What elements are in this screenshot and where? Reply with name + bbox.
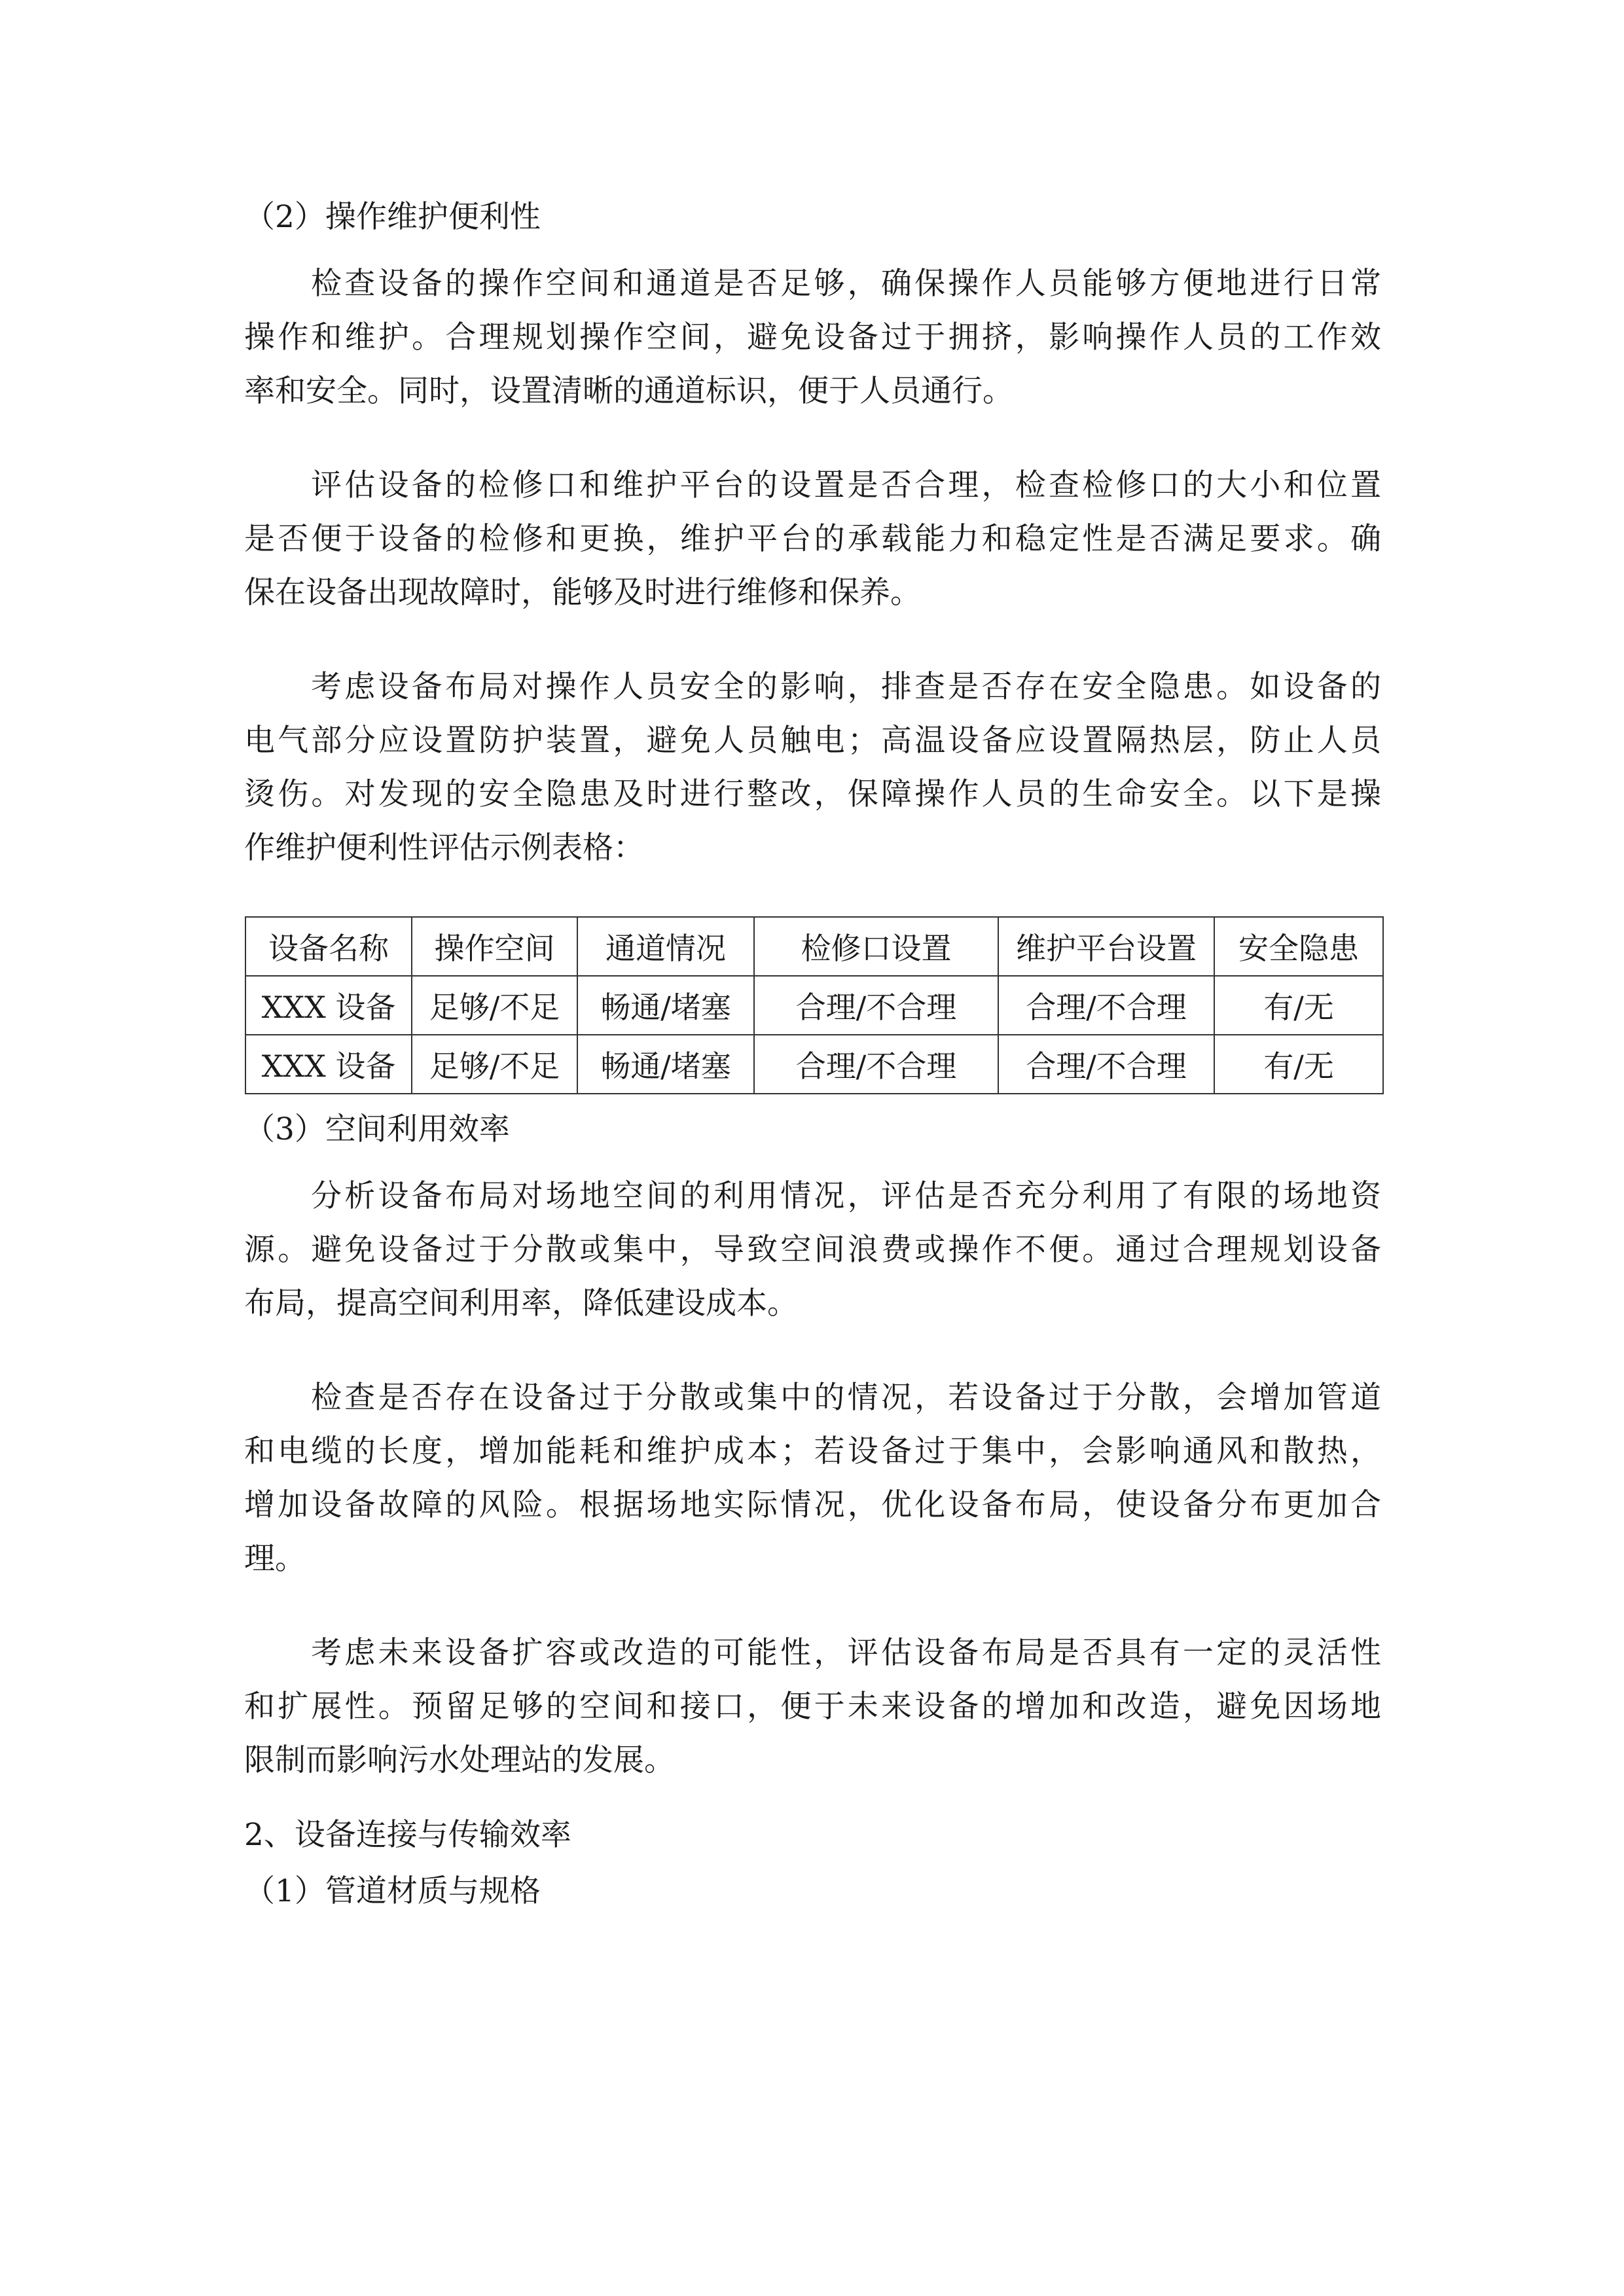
table-header-cell: 安全隐患: [1214, 917, 1383, 976]
paragraph-line: 电气部分应设置防护装置，避免人员触电；高温设备应设置隔热层，防止人员: [244, 723, 1381, 759]
paragraph-line: 烫伤。对发现的安全隐患及时进行整改，保障操作人员的生命安全。以下是操: [244, 776, 1381, 812]
paragraph-line: 是否便于设备的检修和更换，维护平台的承载能力和稳定性是否满足要求。确: [244, 521, 1381, 557]
table-header-cell: 设备名称: [245, 917, 412, 976]
paragraph-line: 限制而影响污水处理站的发展。: [244, 1742, 675, 1778]
table-row: [245, 1035, 1383, 1094]
table-cell: 合理/不合理: [998, 1035, 1214, 1094]
paragraph-line: 率和安全。同时，设置清晰的通道标识，便于人员通行。: [244, 373, 1013, 409]
paragraph-line: 分析设备布局对场地空间的利用情况，评估是否充分利用了有限的场地资: [311, 1178, 1381, 1214]
paragraph-line: 源。避免设备过于分散或集中，导致空间浪费或操作不便。通过合理规划设备: [244, 1232, 1381, 1268]
table-cell: 有/无: [1214, 976, 1383, 1035]
table-header-cell: 操作空间: [412, 917, 577, 976]
table-cell: 畅通/堵塞: [577, 1035, 754, 1094]
paragraph-line: 保在设备出现故障时，能够及时进行维修和保养。: [244, 575, 921, 611]
table-cell: XXX 设备: [245, 976, 412, 1035]
paragraph-line: 布局，提高空间利用率，降低建设成本。: [244, 1285, 798, 1321]
heading-space-utilization: （3）空间利用效率: [244, 1111, 510, 1147]
table-header-cell: 维护平台设置: [998, 917, 1214, 976]
paragraph-line: 增加设备故障的风险。根据场地实际情况，优化设备布局，使设备分布更加合: [244, 1487, 1381, 1523]
paragraph-line: 检查设备的操作空间和通道是否足够，确保操作人员能够方便地进行日常: [311, 266, 1381, 302]
heading-operation-maintenance: （2）操作维护便利性: [244, 199, 541, 235]
paragraph-line: 检查是否存在设备过于分散或集中的情况，若设备过于分散，会增加管道: [311, 1380, 1381, 1416]
paragraph-line: 评估设备的检修口和维护平台的设置是否合理，检查检修口的大小和位置: [311, 467, 1381, 503]
table-cell: 有/无: [1214, 1035, 1383, 1094]
heading-pipe-material: （1）管道材质与规格: [244, 1873, 541, 1909]
table-cell: 畅通/堵塞: [577, 976, 754, 1035]
heading-section-2: 2、设备连接与传输效率: [244, 1817, 571, 1853]
table-row: [245, 976, 1383, 1035]
table-cell: 合理/不合理: [754, 976, 998, 1035]
paragraph-line: 操作和维护。合理规划操作空间，避免设备过于拥挤，影响操作人员的工作效: [244, 319, 1381, 355]
table-cell: 合理/不合理: [754, 1035, 998, 1094]
assessment-table: [245, 916, 1384, 1094]
table-header-cell: 通道情况: [577, 917, 754, 976]
table-header-cell: 检修口设置: [754, 917, 998, 976]
paragraph-line: 作维护便利性评估示例表格：: [244, 830, 644, 866]
paragraph-line: 考虑未来设备扩容或改造的可能性，评估设备布局是否具有一定的灵活性: [311, 1635, 1381, 1671]
table-cell: 合理/不合理: [998, 976, 1214, 1035]
table-header-row: [245, 917, 1383, 976]
paragraph-line: 理。: [244, 1541, 306, 1577]
paragraph-line: 和扩展性。预留足够的空间和接口，便于未来设备的增加和改造，避免因场地: [244, 1689, 1381, 1725]
paragraph-line: 考虑设备布局对操作人员安全的影响，排查是否存在安全隐患。如设备的: [311, 669, 1381, 705]
table-cell: 足够/不足: [412, 976, 577, 1035]
table-cell: 足够/不足: [412, 1035, 577, 1094]
table-cell: XXX 设备: [245, 1035, 412, 1094]
paragraph-line: 和电缆的长度，增加能耗和维护成本；若设备过于集中，会影响通风和散热，: [244, 1433, 1381, 1469]
